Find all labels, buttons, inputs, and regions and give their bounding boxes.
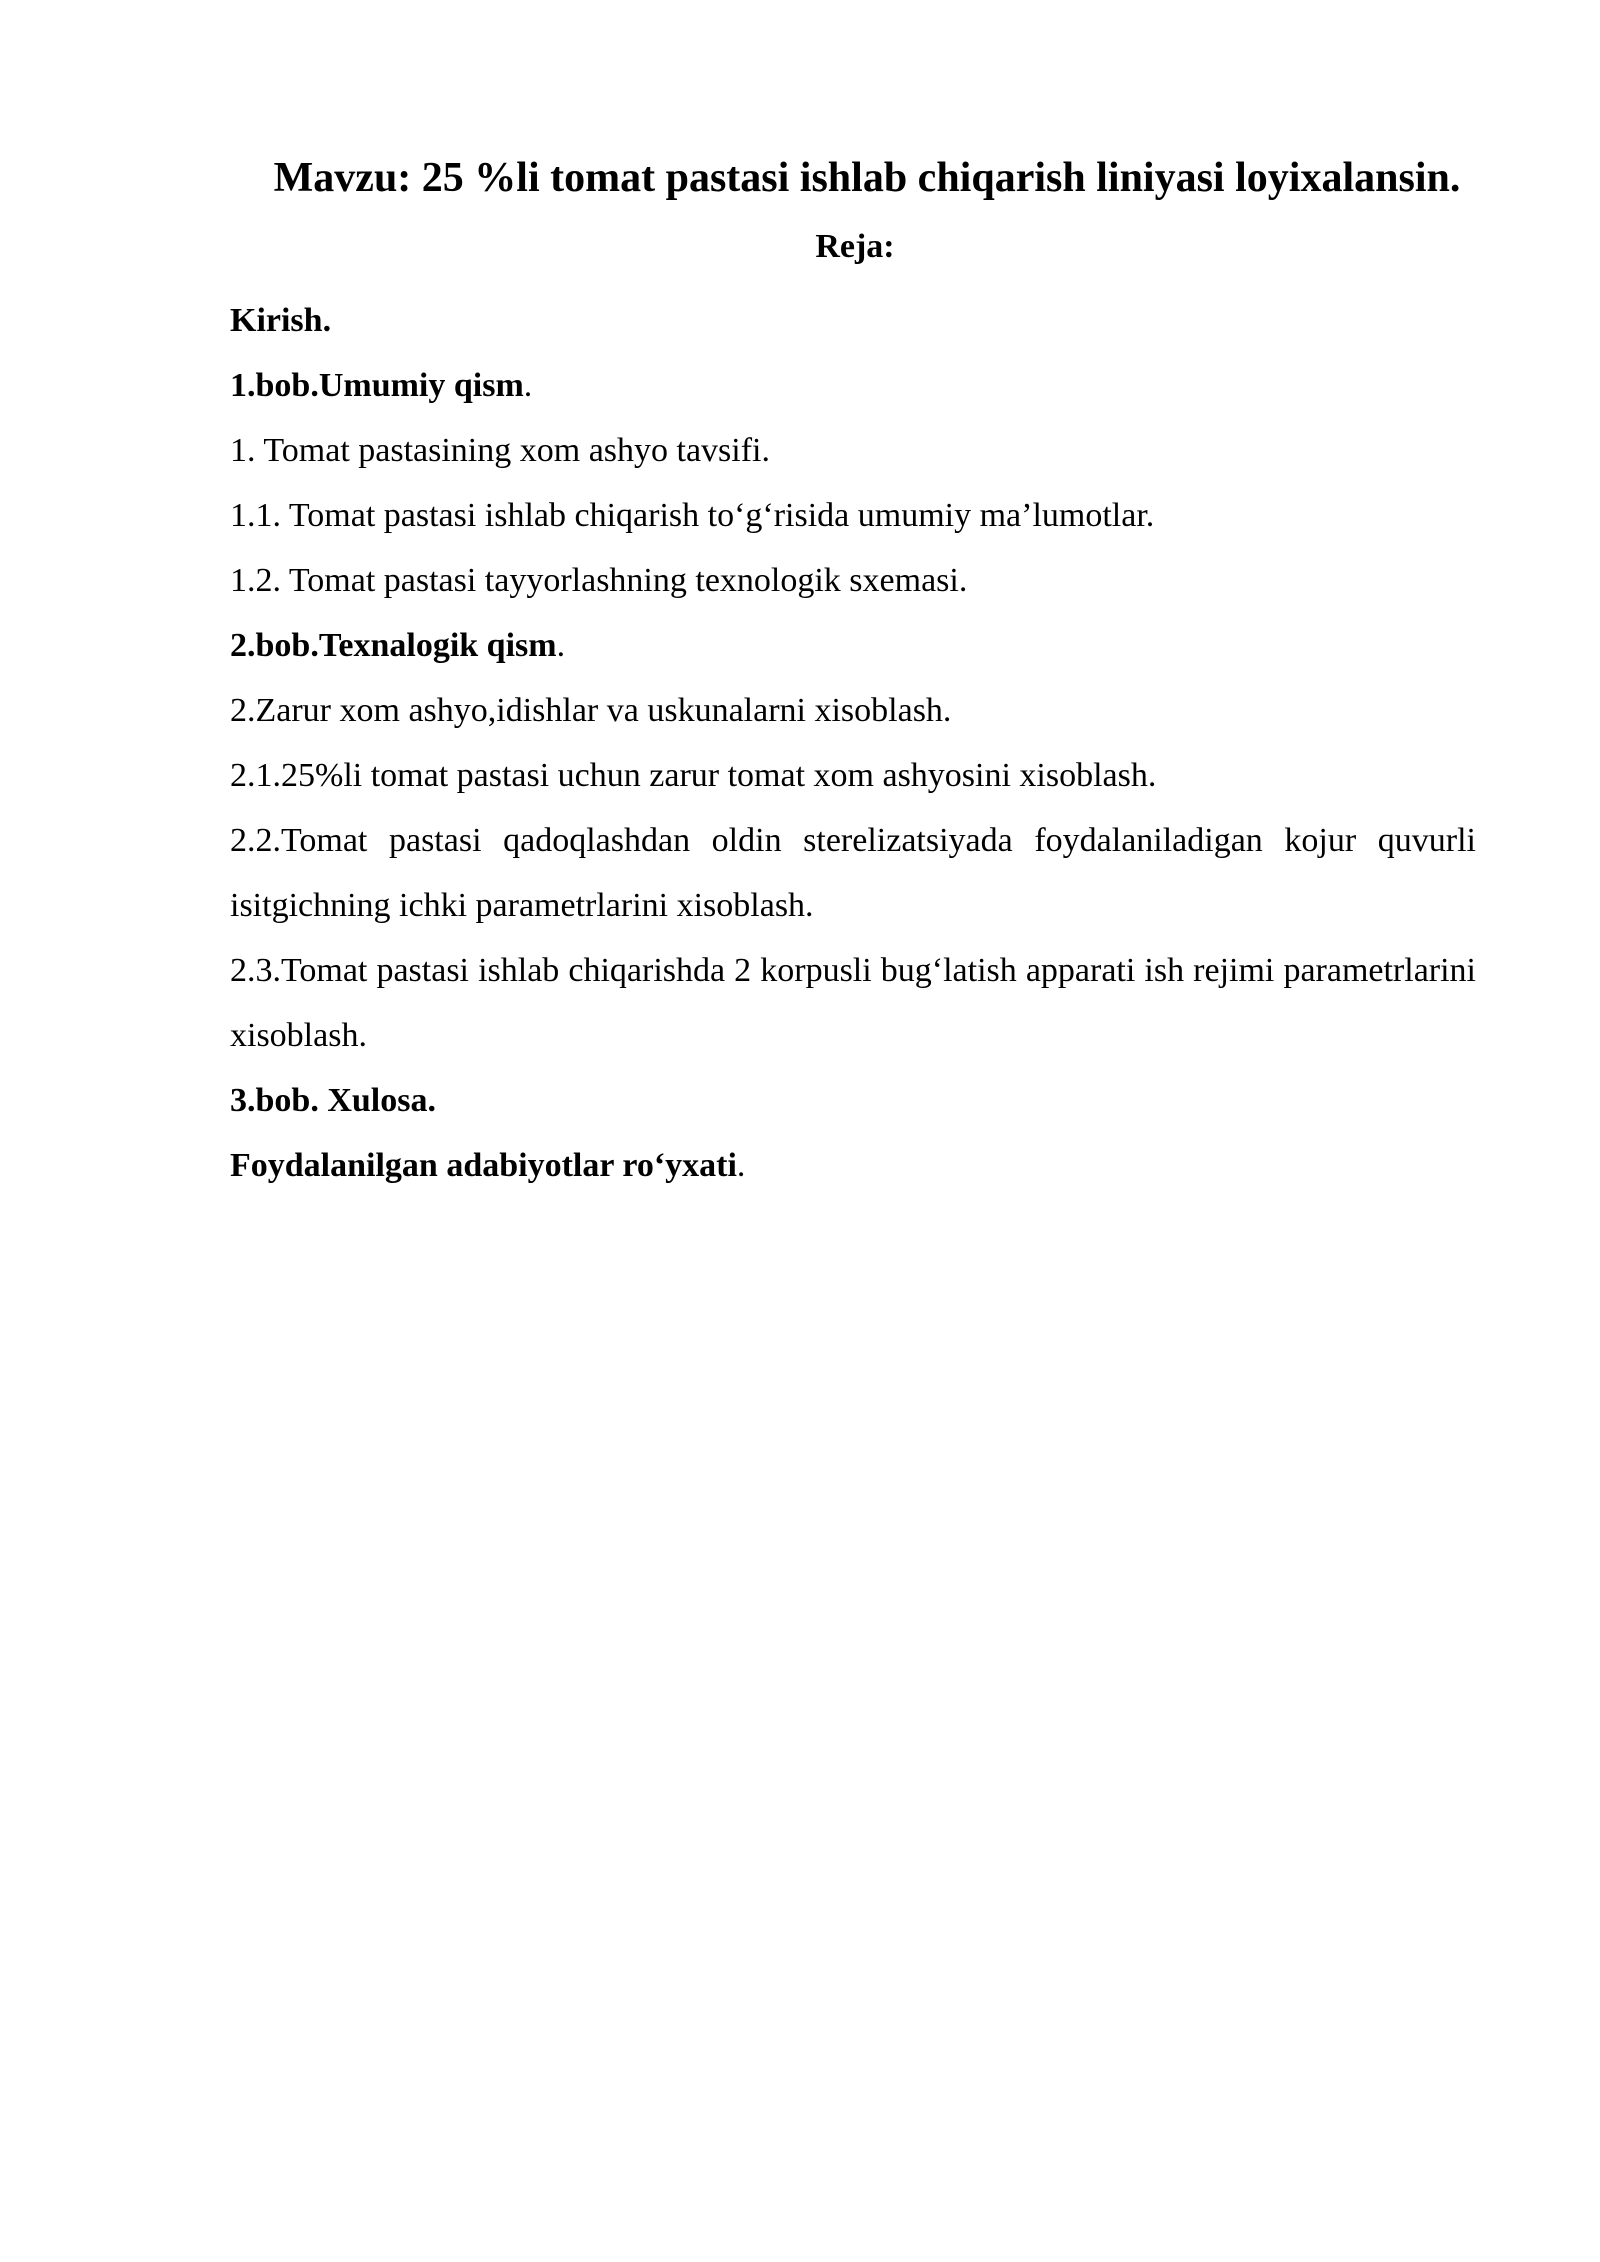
toc-item-introduction (230, 288, 1476, 353)
toc-item-1 (230, 418, 1476, 483)
toc-item-text: 1.bob.Umumiy qism (230, 367, 524, 404)
toc-item-chapter-1 (230, 353, 1476, 418)
document-title: Mavzu: 25 %li tomat pastasi ishlab chiqarish liniyasi loyixalansin. (273, 155, 1461, 201)
toc-item-2-3 (230, 938, 1476, 1068)
toc-item-2-1 (230, 743, 1476, 808)
toc-item-text: 3.bob. Xulosa. (230, 1082, 436, 1119)
toc-item-text: 2.2.Tomat pastasi qadoqlashdan oldin sterelizatsiyada foydalaniladigan kojur quvurli isitgichning ichki parametrlarini xisoblash. (230, 822, 1476, 924)
toc-item-text: Kirish. (230, 302, 332, 339)
toc-item-text: 2.3.Tomat pastasi ishlab chiqarishda 2 korpusli bug‘latish apparati ish rejimi parametrlarini xisoblash. (230, 952, 1476, 1054)
table-of-contents (230, 288, 1476, 1198)
plan-heading: Reja: (815, 228, 895, 265)
toc-item-1-1 (230, 483, 1476, 548)
toc-item-text: Foydalanilgan adabiyotlar ro‘yxati (230, 1147, 737, 1184)
toc-item-tail: . (556, 627, 566, 664)
toc-item-text: 1.1. Tomat pastasi ishlab chiqarish to‘g‘risida umumiy ma’lumotlar. (230, 497, 1155, 534)
toc-item-text: 1.2. Tomat pastasi tayyorlashning texnologik sxemasi. (230, 562, 968, 599)
toc-item-references (230, 1133, 1476, 1198)
toc-item-text: 1. Tomat pastasining xom ashyo tavsifi. (230, 432, 770, 469)
toc-item-chapter-3 (230, 1068, 1476, 1133)
toc-item-2-2 (230, 808, 1476, 938)
toc-item-1-2 (230, 548, 1476, 613)
toc-item-chapter-2 (230, 613, 1476, 678)
toc-item-2 (230, 678, 1476, 743)
toc-item-text: 2.1.25%li tomat pastasi uchun zarur tomat xom ashyosini xisoblash. (230, 757, 1157, 794)
toc-item-tail: . (523, 367, 533, 404)
toc-item-tail: . (736, 1147, 746, 1184)
toc-item-text: 2.Zarur xom ashyo,idishlar va uskunalarni xisoblash. (230, 692, 952, 729)
toc-item-text: 2.bob.Texnalogik qism (230, 627, 557, 664)
